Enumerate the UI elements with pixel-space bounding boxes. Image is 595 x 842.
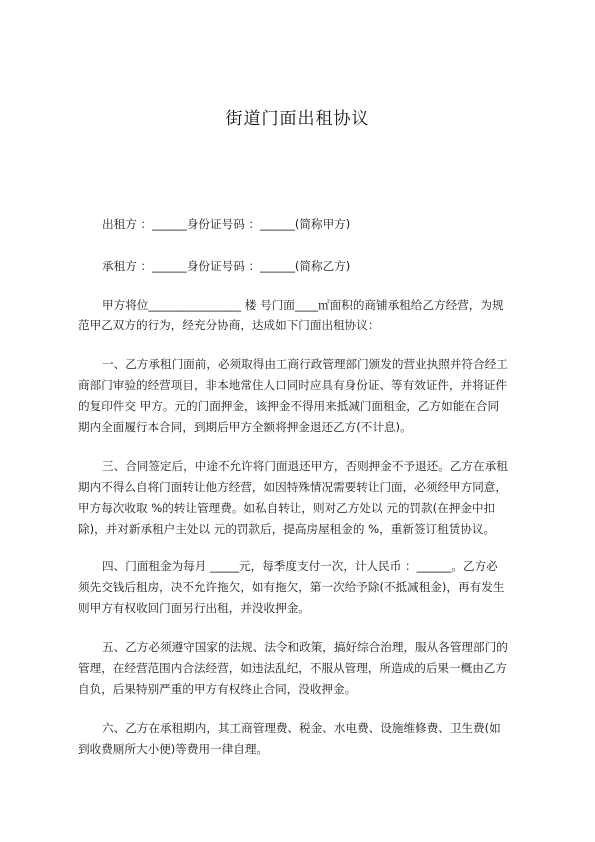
lessee-line: 承租方 ：______身份证号码 ：______(简称乙方) — [102, 259, 351, 273]
clause-line: 期内不得么自将门面转让他方经营，如因特殊情况需要转让门面，必须经甲方同意， — [78, 480, 507, 494]
clause-line: 六、乙方在承租期内，其工商管理费、税金、水电费、设施维修费、卫生费(如 — [102, 721, 501, 735]
clause-line: 甲方每次收取 %的转让管理费。如私自转让，则对乙方处以 元的罚款(在押金中扣 — [78, 501, 496, 515]
intro-line: 甲方将位________________ 楼 号门面____㎡面积的商铺承租给乙方经营，为规 — [102, 298, 504, 312]
clause-line: 除)，并对新承租户主处以 元的罚款后，提高房屋租金的 %，重新签订租赁协议。 — [78, 522, 496, 536]
intro-line: 范甲乙双方的行为，经充分协商，达成如下门面出租协议： — [78, 318, 380, 332]
clause-line: 商部门审验的经营项目，非本地常住人口同时应具有身份证、等有效证件，并将证件 — [78, 378, 507, 392]
clause-line: 则甲方有权收回门面另行出租，并没收押金。 — [78, 601, 310, 615]
clause-line: 管理，在经营范围内合法经营，如违法乱纪，不服从管理，所造成的后果一概由乙方 — [78, 661, 507, 675]
document-title: 街道门面出租协议 — [225, 109, 370, 129]
clause-line: 三、合同签定后，中途不允许将门面退还甲方，否则押金不予退还。乙方在承租 — [102, 459, 508, 473]
lessor-line: 出租方 ：______身份证号码 ：______(简称甲方) — [102, 217, 351, 231]
clause-line: 的复印件交 甲方。元的门面押金，该押金不得用来抵减门面租金，乙方如能在合同 — [78, 399, 500, 413]
clause-line: 到收费厕所大小便)等费用一律自理。 — [78, 742, 269, 756]
clause-line: 自负，后果特别严重的甲方有权终止合同，没收押金。 — [78, 682, 357, 696]
clause-line: 四、门面租金为每月 _____元，每季度支付一次，计人民币 ：______。乙方必 — [102, 559, 498, 573]
clause-line: 一、乙方承租门面前，必须取得由工商行政管理部门颁发的营业执照并符合经工 — [102, 357, 508, 371]
clause-line: 须先交钱后租房，决不允许拖欠，如有拖欠，第一次给予除(不抵减租金)，再有发生 — [78, 580, 505, 594]
clause-line: 期内全面履行本合同，到期后甲方全额将押金退还乙方(不计息)。 — [78, 420, 412, 434]
clause-line: 五、乙方必须遵守国家的法规、法令和政策，搞好综合治理，服从各管理部门的 — [102, 640, 508, 654]
